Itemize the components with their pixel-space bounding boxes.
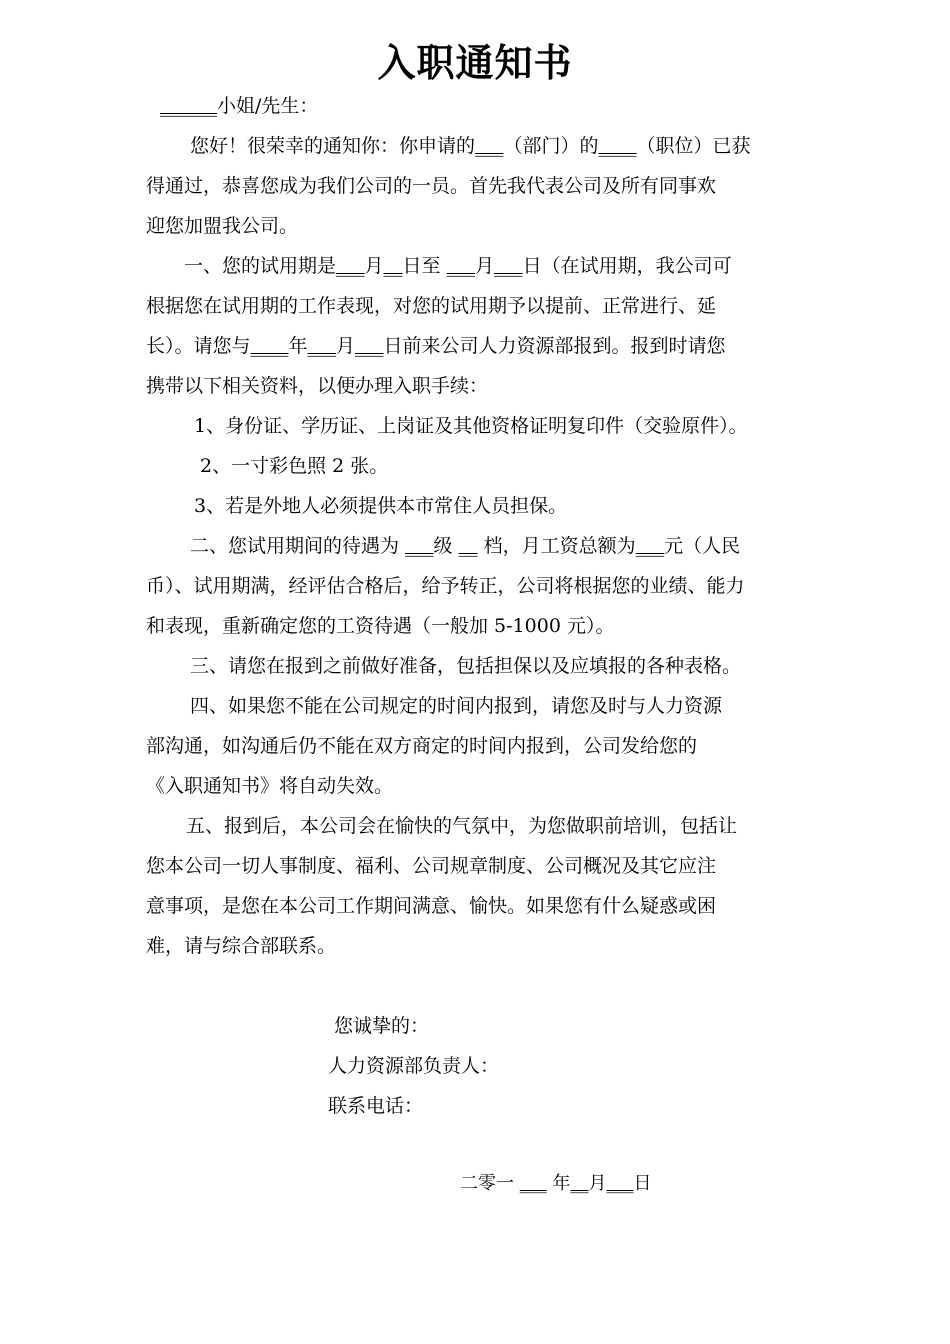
intro-line-3: 迎您加盟我公司。 [146,215,299,237]
date-text: 日 [633,1173,652,1194]
intro-line-2: 得通过，恭喜您成为我们公司的一员。首先我代表公司及所有同事欢 [146,175,717,197]
section-text: 一、您的试用期是 [184,255,337,277]
intro-text: （职位）已获 [636,135,751,157]
section3-line: 三、请您在报到之前做好准备，包括担保以及应填报的各种表格。 [190,655,742,677]
blank-field: ___ [307,335,337,357]
section5-line-2: 您本公司一切人事制度、福利、公司规章制度、公司概况及其它应注 [146,855,717,877]
section-text: 日前来公司人力资源部报到。报到时请您 [383,335,726,357]
blank-field: ___ [635,535,665,557]
section4-line-3: 《入职通知书》将自动失效。 [146,775,394,797]
section-text: 月 [336,335,356,357]
section-text: 年 [288,335,308,357]
position-blank: ____ [598,135,637,157]
section-text: 级 [433,535,459,557]
section-text: 元（人民 [664,535,741,557]
section5-line-1: 五、报到后，本公司会在愉快的气氛中，为您做职前培训，包括让 [186,815,738,837]
list-item: 2、一寸彩色照 2 张。 [200,455,389,477]
blank-field: ___ [405,535,434,557]
salutation-text: 小姐/先生： [217,95,319,117]
section1-line-1 [184,246,732,286]
blank-field: ___ [336,255,365,277]
section-text: 日至 [402,255,447,277]
department-blank: ___ [475,135,504,157]
section-text: 日（在试用期，我公司可 [522,255,732,277]
date-text: 二零一 [460,1173,520,1194]
month-blank: __ [570,1173,589,1194]
section1-line-2: 根据您在试用期的工作表现，对您的试用期予以提前、正常进行、延 [146,295,717,317]
blank-field: ___ [355,335,384,357]
intro-text: （部门）的 [503,135,599,157]
section5-line-4: 难，请与综合部联系。 [146,935,337,957]
blank-field: ___ [494,255,523,277]
section4-line-2: 部沟通，如沟通后仍不能在双方商定的时间内报到，公司发给您的 [146,735,698,757]
list-item: 1、身份证、学历证、上岗证及其他资格证明复印件（交验原件）。 [194,415,748,437]
closing-text: 您诚挚的： [334,1015,430,1037]
blank-field: ____ [250,335,289,357]
day-blank: ___ [606,1173,634,1194]
year-blank: ___ [519,1173,547,1194]
section-text: 长）。请您与 [146,335,251,357]
date-text: 月 [588,1173,607,1194]
intro-line-1 [190,126,751,166]
intro-text: 您好！很荣幸的通知你：你申请的 [190,135,476,157]
salutation [160,86,318,126]
section2-line-2: 币）、试用期满，经评估合格后，给予转正，公司将根据您的业绩、能力 [146,575,745,597]
blank-field: ___ [446,255,476,277]
section-text: 月 [475,255,495,277]
hr-head-label: 人力资源部负责人： [328,1055,500,1077]
date-line [460,1164,651,1204]
name-blank: ______ [160,95,217,117]
section5-line-3: 意事项，是您在本公司工作期间满意、愉快。如果您有什么疑惑或困 [146,895,717,917]
section-text: 二、您试用期间的待遇为 [190,535,406,557]
section1-line-4: 携带以下相关资料，以便办理入职手续： [146,375,489,397]
section-text: 档，月工资总额为 [477,535,636,557]
document-title: 入职通知书 [377,41,573,85]
blank-field: __ [383,255,403,277]
date-text: 年 [546,1173,571,1194]
section2-line-3: 和表现，重新确定您的工资待遇（一般加 5-1000 元）。 [146,615,615,637]
blank-field: __ [458,535,478,557]
list-item: 3、若是外地人必须提供本市常住人员担保。 [194,495,568,517]
phone-label: 联系电话： [328,1095,424,1117]
section-text: 月 [364,255,384,277]
section1-line-3 [146,326,726,366]
section2-line-1 [190,526,740,566]
section4-line-1: 四、如果您不能在公司规定的时间内报到，请您及时与人力资源 [190,695,723,717]
